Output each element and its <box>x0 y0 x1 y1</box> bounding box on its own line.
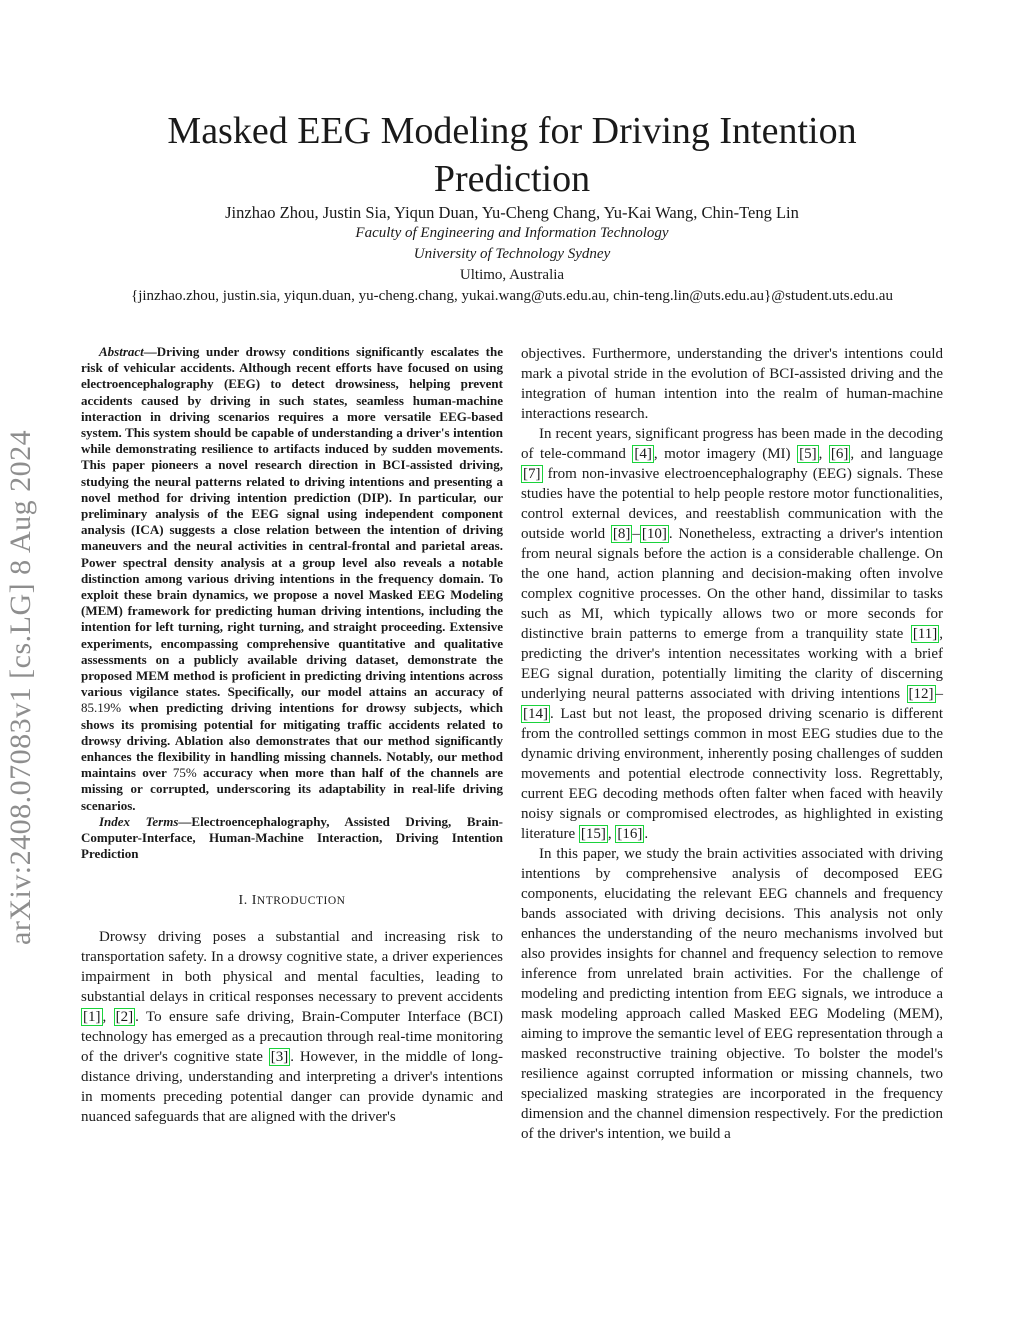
affiliation-university: University of Technology Sydney <box>413 246 611 262</box>
citation-link[interactable]: [6] <box>830 446 849 462</box>
affiliation-faculty: Faculty of Engineering and Information Technology <box>355 225 669 241</box>
intro-paragraph-1: Drowsy driving poses a substantial and increasing risk to transportation safety. In a drowsy cognitive state, a driver experiences impairment in both physical and mental faculties, leading to substantial delays in critical responses necessary to prevent accidents [1] , [2] . To ensure safe driving, Brain-Computer Interface (BCI) technology has emerged as a precaution through real-time monitoring of the driver's cognitive state [3] . However, in the middle of long-distance driving, understanding and interpreting a driver's intentions in moments preceding potential danger can provide dynamic and nuanced safeguards that are aligned with the driver's <box>81 928 504 1125</box>
citation-link[interactable]: [2] <box>115 1008 134 1025</box>
left-column <box>81 344 503 1127</box>
author-block <box>60 202 964 307</box>
citation-link[interactable]: [3] <box>270 1048 289 1065</box>
citation-link[interactable]: [8] <box>612 526 631 542</box>
author-list: Jinzhao Zhou, Justin Sia, Yiqun Duan, Yu-Cheng Chang, Yu-Kai Wang, Chin-Teng Lin <box>225 203 799 222</box>
intro-paragraph-2: In recent years, significant progress has been made in the decoding of tele-command [4] , motor imagery (MI) [5] , [6] , and language [7] from non-invasive electroencephalography (EEG) signals. These studies have the potential to help people restore motor functionalities, control external devices, and reestablish communication with the outside world [8] – [10] . Nonetheless, extracting a driver's intention from neural signals before the action is a considerable challenge. On the one hand, action planning and decision-making often involve complex cognitive processes. On the other hand, dissimilar to tasks such as MI, which typically allows two or more seconds for distinctive brain patterns to emerge from a tranquility state [11] , predicting the driver's intention necessitates working with a brief EEG signal duration, potentially limiting the clarity of discerning underlying neural patterns associated with driving intentions [12] –[14] . Last but not least, the proposed driving scenario is different from the controlled settings common in most EEG studies due to the dynamic driving environment, inherently posing challenges of sudden movements and potential electrode connectivity loss. Regrettably, current EEG decoding methods often falter when faced with heavily noisy signals or compromised electrodes, as highlighted in existing literature [15] , [16] . <box>521 426 943 842</box>
index-terms-label: Index Terms <box>99 813 179 829</box>
abstract-text-1: —Driving under drowsy conditions significantly escalates the risk of vehicular accidents. Although recent efforts have focused on using electroencephalography (EEG) to detect drowsiness, helping prevent accidents caused by driving in such states, seamless human-machine interaction in driving scenarios requires a more versatile EEG-based system. This system should be capable of understanding a driver's intention while demonstrating resilience to artifacts induced by sudden movements. This paper pioneers a novel research direction in BCI-assisted driving, studying the neural patterns related to driving intentions and presenting a novel method for driving intention prediction (DIP). In particular, our preliminary analysis of the EEG signal using independent component analysis (ICA) suggests a close relation between the intention of driving maneuvers and the neural activities in central-frontal and parietal areas. Power spectral density analysis at a group level also reveals a notable distinction among various driving intentions in the frequency domain. To exploit these brain dynamics, we propose a novel Masked EEG Modeling (MEM) framework for predicting human driving intentions, including the intention for left turning, right turning, and straight proceeding. Extensive experiments, encompassing comprehensive quantitative and qualitative assessments on a publicly available driving dataset, demonstrate the proposed MEM method is proficient in predicting driving intentions across various vigilance states. Specifically, our model attains an accuracy of <box>81 344 503 700</box>
abstract-text-2: when predicting driving intentions for drowsy subjects, which shows its promising potential for mitigating traffic accidents related to drowsy driving. Ablation also demonstrates that our method significantly enhances the flexibility in handling missing channels. Notably, our method maintains over <box>81 700 503 781</box>
citation-link[interactable]: [4] <box>634 446 652 462</box>
citation-link[interactable]: [1] <box>83 1008 101 1025</box>
citation-link[interactable]: [14] <box>523 706 548 722</box>
citation-link[interactable]: [12] <box>908 686 934 702</box>
citation-link[interactable]: [10] <box>641 526 667 542</box>
intro-paragraph-3: In this paper, we study the brain activities associated with driving intentions by comprehensive analysis of decomposed EEG components, elucidating the relevant EEG channels and frequency bands associated with driving decisions. This analysis not only enhances the understanding of the neuro mechanisms involved but also provides insights for channel and frequency selection to remove inference from unrelated brain activities. For the challenge of modeling and predicting intention from EEG signals, we introduce a mask modeling approach called Masked EEG Modeling (MEM), aiming to improve the semantic level of EEG representation through a masked reconstructive training objective. To bolster the model's resilience against corrupted information or missing channels, two specialized masking strategies are incorporated in the frequency dimension and the channel dimension respectively. For the prediction of the driver's intention, we build a <box>521 846 943 1142</box>
author-emails: {jinzhao.zhou, justin.sia, yiqun.duan, yu-cheng.chang, yukai.wang@uts.edu.au, chin-teng.lin@uts.edu.au}@student.uts.edu.au <box>131 288 893 304</box>
citation-link[interactable]: [15] <box>580 826 606 842</box>
paper-title: Masked EEG Modeling for Driving Intention Prediction <box>167 110 857 201</box>
affiliation-location: Ultimo, Australia <box>459 267 565 283</box>
arxiv-identifier: arXiv:2408.07083v1 [cs.LG] 8 Aug 2024 <box>4 429 37 945</box>
abstract-label: Abstract <box>99 344 144 359</box>
citation-link[interactable]: [5] <box>799 446 817 462</box>
index-terms-text: —Electroencephalography, Assisted Driving, Brain-Computer-Interface, Human-Machine Interaction, Driving Intention Prediction <box>81 813 503 862</box>
section-heading-introduction: I. INTRODUCTION <box>238 892 346 908</box>
abstract-accuracy: 85.19% <box>81 700 122 716</box>
index-terms <box>81 814 503 863</box>
citation-link[interactable]: [7] <box>523 466 541 482</box>
citation-link[interactable]: [11] <box>912 626 938 642</box>
intro-paragraph-continued: objectives. Furthermore, understanding the driver's intentions could mark a pivotal stride in the evolution of BCI-assisted driving and the integration of human intention into the realm of human-machine interactions research. <box>521 346 943 422</box>
abstract <box>81 344 503 814</box>
abstract-text-3: accuracy when more than half of the channels are missing or corrupted, underscoring its adaptability in real-life driving scenarios. <box>81 765 503 813</box>
citation-link[interactable]: [16] <box>617 826 643 842</box>
abstract-threshold: 75% <box>172 765 197 781</box>
right-column <box>521 344 943 1144</box>
